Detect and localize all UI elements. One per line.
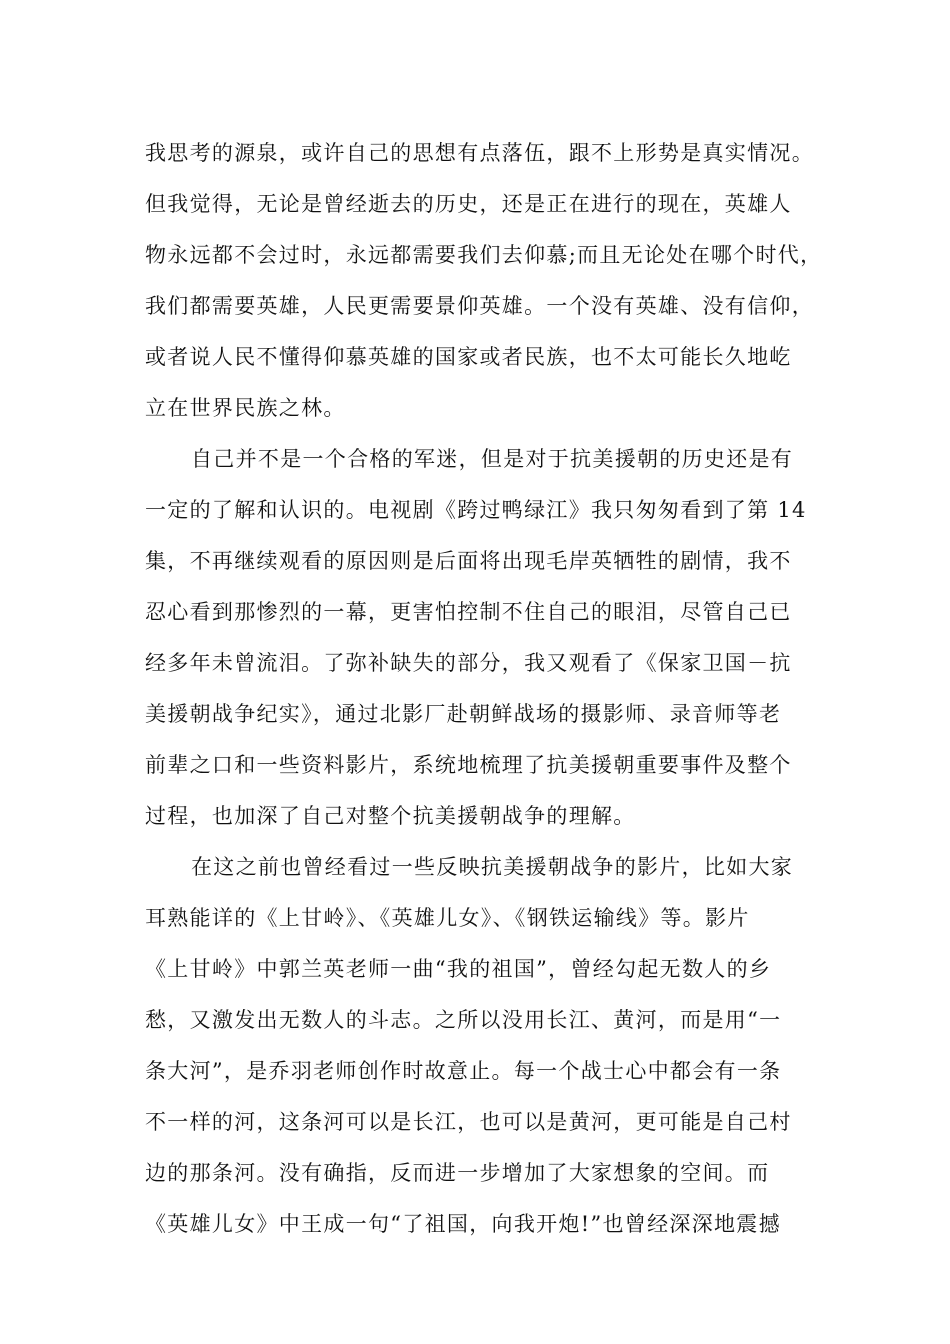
text-line: 一定的了解和认识的。电视剧《跨过鸭绿江》我只匆匆看到了第 14 bbox=[145, 498, 807, 522]
paragraph-2 bbox=[145, 434, 815, 842]
text-line: 忍心看到那惨烈的一幕，更害怕控制不住自己的眼泪，尽管自己已 bbox=[145, 600, 792, 624]
text-line: 集，不再继续观看的原因则是后面将出现毛岸英牺牲的剧情，我不 bbox=[145, 549, 792, 573]
text-line: 在这之前也曾经看过一些反映抗美援朝战争的影片，比如大家 bbox=[191, 855, 794, 879]
paragraph-1 bbox=[145, 128, 823, 434]
text-line: 前辈之口和一些资料影片，系统地梳理了抗美援朝重要事件及整个 bbox=[145, 753, 792, 777]
text-line: 我思考的源泉，或许自己的思想有点落伍，跟不上形势是真实情况。 bbox=[145, 141, 814, 165]
text-line: 条大河”，是乔羽老师创作时故意止。每一个战士心中都会有一条 bbox=[145, 1059, 782, 1083]
text-line: 美援朝战争纪实》，通过北影厂赴朝鲜战场的摄影师、录音师等老 bbox=[145, 702, 782, 726]
text-line: 经多年未曾流泪。了弥补缺失的部分，我又观看了《保家卫国－抗 bbox=[145, 651, 792, 675]
text-line: 自己并不是一个合格的军迷，但是对于抗美援朝的历史还是有 bbox=[191, 447, 794, 471]
text-line: 《英雄儿女》中王成一句“了祖国，向我开炮!”也曾经深深地震撼 bbox=[145, 1212, 781, 1236]
text-line: 耳熟能详的《上甘岭》、《英雄儿女》、《钢铁运输线》等。影片 bbox=[145, 906, 750, 930]
text-line: 《上甘岭》中郭兰英老师一曲“我的祖国”，曾经勾起无数人的乡 bbox=[145, 957, 772, 981]
text-line: 愁，又激发出无数人的斗志。之所以没用长江、黄河，而是用“一 bbox=[145, 1008, 782, 1032]
text-line: 但我觉得，无论是曾经逝去的历史，还是正在进行的现在，英雄人 bbox=[145, 192, 792, 216]
text-line: 物永远都不会过时，永远都需要我们去仰慕;而且无论处在哪个时代， bbox=[145, 243, 823, 267]
text-line: 或者说人民不懂得仰慕英雄的国家或者民族，也不太可能长久地屹 bbox=[145, 345, 792, 369]
text-line: 我们都需要英雄，人民更需要景仰英雄。一个没有英雄、没有信仰， bbox=[145, 294, 814, 318]
body-text bbox=[145, 128, 823, 1250]
text-line: 过程，也加深了自己对整个抗美援朝战争的理解。 bbox=[145, 804, 636, 828]
text-line: 不一样的河，这条河可以是长江，也可以是黄河，更可能是自己村 bbox=[145, 1110, 792, 1134]
text-line: 边的那条河。没有确指，反而进一步增加了大家想象的空间。而 bbox=[145, 1161, 770, 1185]
text-line: 立在世界民族之林。 bbox=[145, 396, 346, 420]
paragraph-3 bbox=[145, 842, 815, 1250]
